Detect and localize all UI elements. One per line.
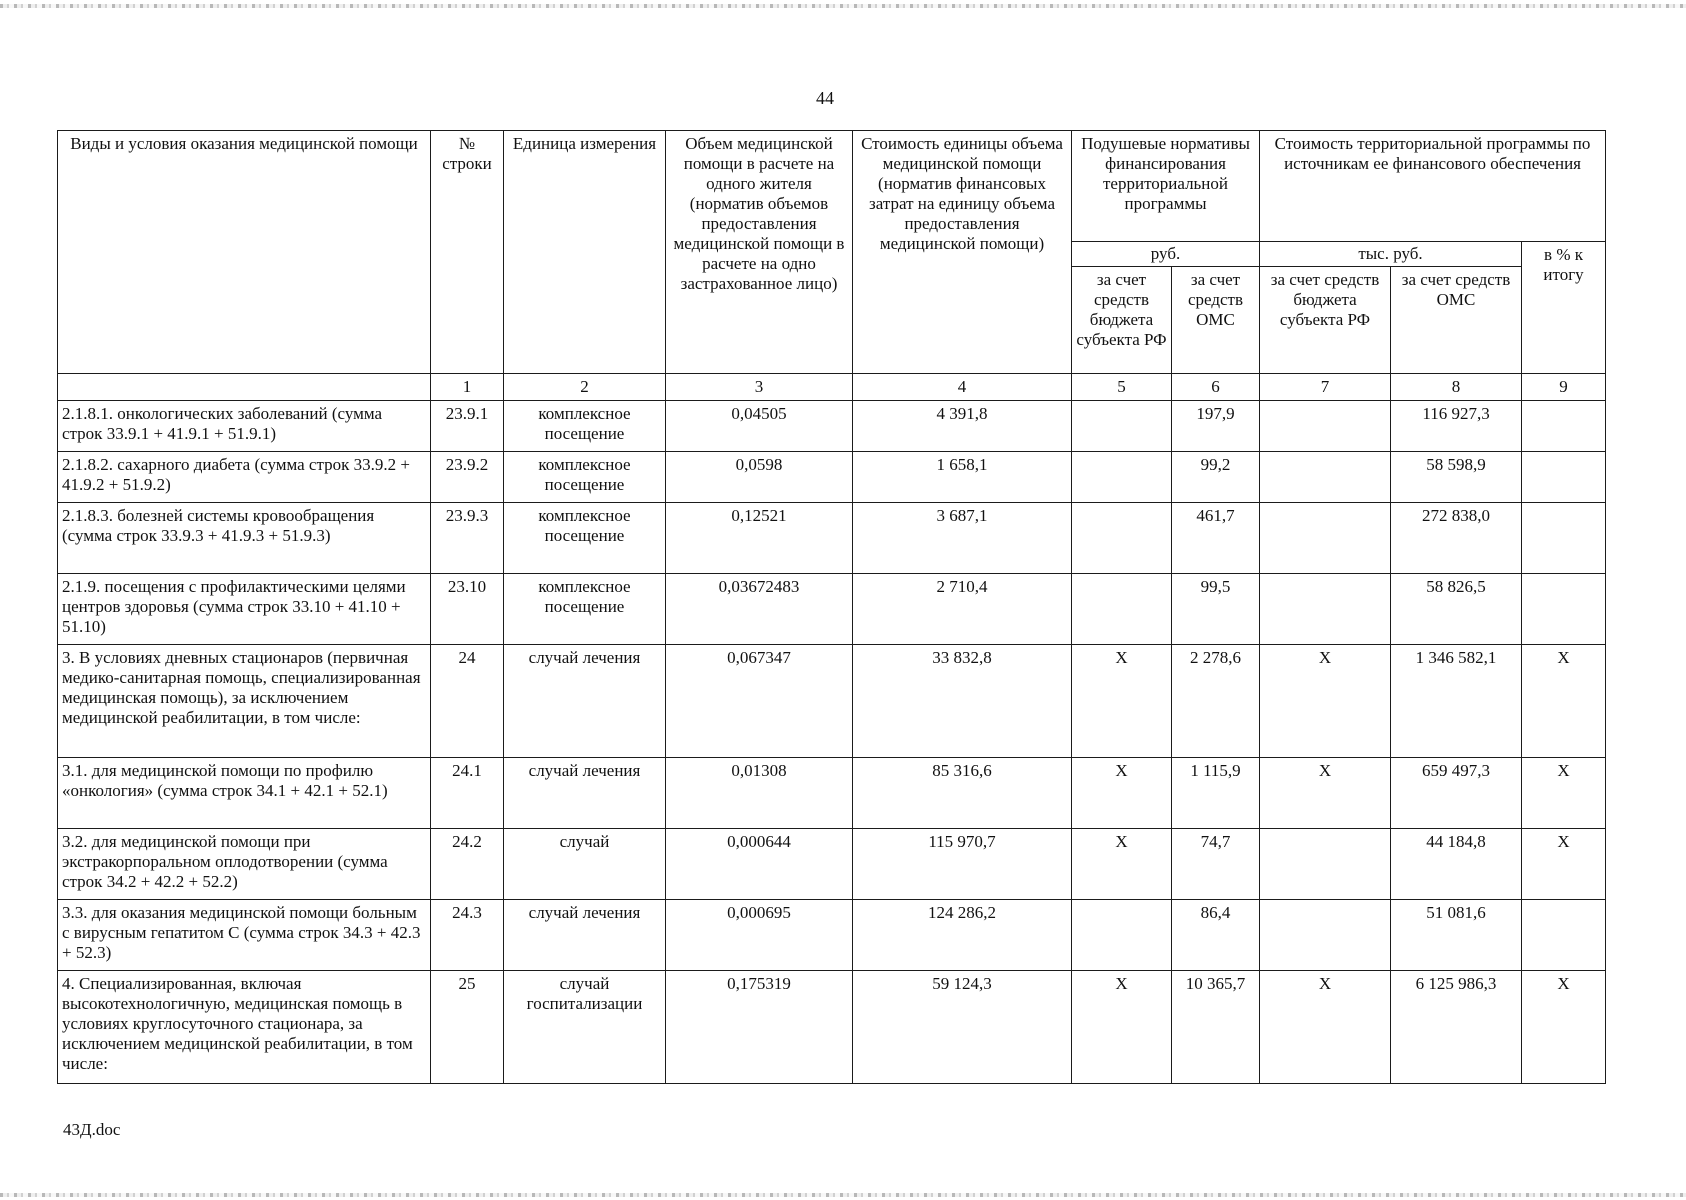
- cell-kind: 2.1.8.3. болезней системы кровообращения (сумма строк 33.9.3 + 41.9.3 + 51.9.3): [58, 503, 431, 574]
- cell-row-no: 24.3: [431, 900, 504, 971]
- cell-percent: Х: [1522, 758, 1606, 829]
- col-number: 2: [504, 374, 666, 401]
- column-number-row: [58, 374, 1606, 401]
- header-cost: Стоимость единицы объема медицинской помощи (норматив финансовых затрат на единицу объема предоставления медицинской помощи): [853, 131, 1072, 374]
- cell-row-no: 24.2: [431, 829, 504, 900]
- cell-row-no: 23.9.3: [431, 503, 504, 574]
- cell-unit: комплексное посещение: [504, 401, 666, 452]
- table-row: [58, 645, 1606, 758]
- cell-volume: 0,01308: [666, 758, 853, 829]
- cell-percapita-oms: 461,7: [1172, 503, 1260, 574]
- cell-program-budget: [1260, 829, 1391, 900]
- cell-program-budget: [1260, 452, 1391, 503]
- cell-percapita-oms: 99,2: [1172, 452, 1260, 503]
- table-row: [58, 401, 1606, 452]
- table-row: [58, 452, 1606, 503]
- cell-program-budget: Х: [1260, 758, 1391, 829]
- table-row: [58, 758, 1606, 829]
- cell-cost: 59 124,3: [853, 971, 1072, 1084]
- cell-percent: [1522, 574, 1606, 645]
- header-row-no: № строки: [431, 131, 504, 374]
- cell-row-no: 24.1: [431, 758, 504, 829]
- col-number: 4: [853, 374, 1072, 401]
- table-row: [58, 574, 1606, 645]
- cell-percent: [1522, 900, 1606, 971]
- cell-volume: 0,000695: [666, 900, 853, 971]
- header-program: Стоимость территориальной программы по источникам ее финансового обеспечения: [1260, 131, 1606, 242]
- cell-kind: 3.3. для оказания медицинской помощи больным с вирусным гепатитом С (сумма строк 34.3 + 42.3 + 52.3): [58, 900, 431, 971]
- cell-percapita-budget: Х: [1072, 829, 1172, 900]
- cell-percent: [1522, 503, 1606, 574]
- cell-cost: 124 286,2: [853, 900, 1072, 971]
- footer-filename: 43Д.doc: [63, 1120, 121, 1139]
- cell-unit: случай лечения: [504, 645, 666, 758]
- cell-program-oms: 58 598,9: [1391, 452, 1522, 503]
- cell-cost: 115 970,7: [853, 829, 1072, 900]
- header-unit: Единица измерения: [504, 131, 666, 374]
- cell-row-no: 23.9.1: [431, 401, 504, 452]
- cell-percapita-oms: 197,9: [1172, 401, 1260, 452]
- col-number: 5: [1072, 374, 1172, 401]
- cell-row-no: 23.9.2: [431, 452, 504, 503]
- header-percent: в % к итогу: [1522, 242, 1606, 374]
- header-budget-rf: за счет средств бюджета субъекта РФ: [1072, 267, 1172, 374]
- cell-percapita-budget: [1072, 401, 1172, 452]
- cell-percapita-budget: Х: [1072, 758, 1172, 829]
- cell-program-budget: [1260, 574, 1391, 645]
- table-row: [58, 503, 1606, 574]
- col-number: [58, 374, 431, 401]
- cell-volume: 0,175319: [666, 971, 853, 1084]
- cell-program-oms: 51 081,6: [1391, 900, 1522, 971]
- cell-percapita-oms: 10 365,7: [1172, 971, 1260, 1084]
- table-row: [58, 900, 1606, 971]
- cell-row-no: 25: [431, 971, 504, 1084]
- cell-percent: Х: [1522, 971, 1606, 1084]
- cell-percapita-oms: 1 115,9: [1172, 758, 1260, 829]
- cell-program-oms: 1 346 582,1: [1391, 645, 1522, 758]
- cell-unit: случай госпитализации: [504, 971, 666, 1084]
- header-kind: Виды и условия оказания медицинской помощи: [58, 131, 431, 374]
- cell-percapita-budget: Х: [1072, 971, 1172, 1084]
- cell-kind: 3. В условиях дневных стационаров (первичная медико-санитарная помощь, специализированная медицинская помощь), за исключением медицинской реабилитации, в том числе:: [58, 645, 431, 758]
- cell-cost: 1 658,1: [853, 452, 1072, 503]
- cell-cost: 2 710,4: [853, 574, 1072, 645]
- cell-kind: 3.2. для медицинской помощи при экстракорпоральном оплодотворении (сумма строк 34.2 + 42.2 + 52.2): [58, 829, 431, 900]
- col-number: 8: [1391, 374, 1522, 401]
- header-row-1: [58, 131, 1606, 242]
- cell-volume: 0,03672483: [666, 574, 853, 645]
- cell-program-oms: 659 497,3: [1391, 758, 1522, 829]
- cell-program-oms: 44 184,8: [1391, 829, 1522, 900]
- header-oms-2: за счет средств ОМС: [1391, 267, 1522, 374]
- cell-cost: 85 316,6: [853, 758, 1072, 829]
- cell-percent: [1522, 452, 1606, 503]
- header-oms: за счет средств ОМС: [1172, 267, 1260, 374]
- col-number: 7: [1260, 374, 1391, 401]
- cell-program-budget: Х: [1260, 971, 1391, 1084]
- cell-program-oms: 272 838,0: [1391, 503, 1522, 574]
- cell-percapita-budget: Х: [1072, 645, 1172, 758]
- cell-cost: 33 832,8: [853, 645, 1072, 758]
- cell-unit: случай лечения: [504, 900, 666, 971]
- scan-edge-bottom: [0, 1193, 1686, 1197]
- cell-percent: Х: [1522, 829, 1606, 900]
- cell-program-oms: 6 125 986,3: [1391, 971, 1522, 1084]
- cell-program-budget: [1260, 401, 1391, 452]
- cell-program-budget: [1260, 900, 1391, 971]
- page-number: 44: [816, 88, 834, 108]
- cell-row-no: 24: [431, 645, 504, 758]
- financing-table: [57, 130, 1606, 1084]
- col-number: 9: [1522, 374, 1606, 401]
- header-rub: руб.: [1072, 242, 1260, 267]
- cell-program-oms: 58 826,5: [1391, 574, 1522, 645]
- cell-percent: [1522, 401, 1606, 452]
- table-row: [58, 829, 1606, 900]
- cell-percapita-budget: [1072, 503, 1172, 574]
- cell-percapita-budget: [1072, 900, 1172, 971]
- cell-kind: 3.1. для медицинской помощи по профилю «онкология» (сумма строк 34.1 + 42.1 + 52.1): [58, 758, 431, 829]
- cell-cost: 4 391,8: [853, 401, 1072, 452]
- cell-program-budget: Х: [1260, 645, 1391, 758]
- cell-cost: 3 687,1: [853, 503, 1072, 574]
- cell-kind: 4. Специализированная, включая высокотехнологичную, медицинская помощь в условиях круглосуточного стационара, за исключением медицинской реабилитации, в том числе:: [58, 971, 431, 1084]
- cell-kind: 2.1.9. посещения с профилактическими целями центров здоровья (сумма строк 33.10 + 41.10 + 51.10): [58, 574, 431, 645]
- cell-percapita-oms: 74,7: [1172, 829, 1260, 900]
- cell-volume: 0,12521: [666, 503, 853, 574]
- cell-program-budget: [1260, 503, 1391, 574]
- cell-percent: Х: [1522, 645, 1606, 758]
- table-row: [58, 971, 1606, 1084]
- col-number: 6: [1172, 374, 1260, 401]
- cell-percapita-oms: 99,5: [1172, 574, 1260, 645]
- header-percapita: Подушевые нормативы финансирования территориальной программы: [1072, 131, 1260, 242]
- cell-percapita-oms: 2 278,6: [1172, 645, 1260, 758]
- cell-volume: 0,000644: [666, 829, 853, 900]
- header-thous-rub: тыс. руб.: [1260, 242, 1522, 267]
- cell-program-oms: 116 927,3: [1391, 401, 1522, 452]
- cell-volume: 0,0598: [666, 452, 853, 503]
- cell-kind: 2.1.8.1. онкологических заболеваний (сумма строк 33.9.1 + 41.9.1 + 51.9.1): [58, 401, 431, 452]
- cell-unit: комплексное посещение: [504, 452, 666, 503]
- col-number: 3: [666, 374, 853, 401]
- cell-row-no: 23.10: [431, 574, 504, 645]
- col-number: 1: [431, 374, 504, 401]
- scan-edge-top: [0, 4, 1686, 8]
- cell-unit: случай лечения: [504, 758, 666, 829]
- cell-unit: случай: [504, 829, 666, 900]
- cell-kind: 2.1.8.2. сахарного диабета (сумма строк 33.9.2 + 41.9.2 + 51.9.2): [58, 452, 431, 503]
- cell-volume: 0,067347: [666, 645, 853, 758]
- header-budget-rf-2: за счет средств бюджета субъекта РФ: [1260, 267, 1391, 374]
- cell-volume: 0,04505: [666, 401, 853, 452]
- header-volume: Объем медицинской помощи в расчете на одного жителя (норматив объемов предоставления медицинской помощи в расчете на одно застрахованное лицо): [666, 131, 853, 374]
- cell-unit: комплексное посещение: [504, 574, 666, 645]
- cell-percapita-budget: [1072, 452, 1172, 503]
- cell-percapita-budget: [1072, 574, 1172, 645]
- cell-unit: комплексное посещение: [504, 503, 666, 574]
- cell-percapita-oms: 86,4: [1172, 900, 1260, 971]
